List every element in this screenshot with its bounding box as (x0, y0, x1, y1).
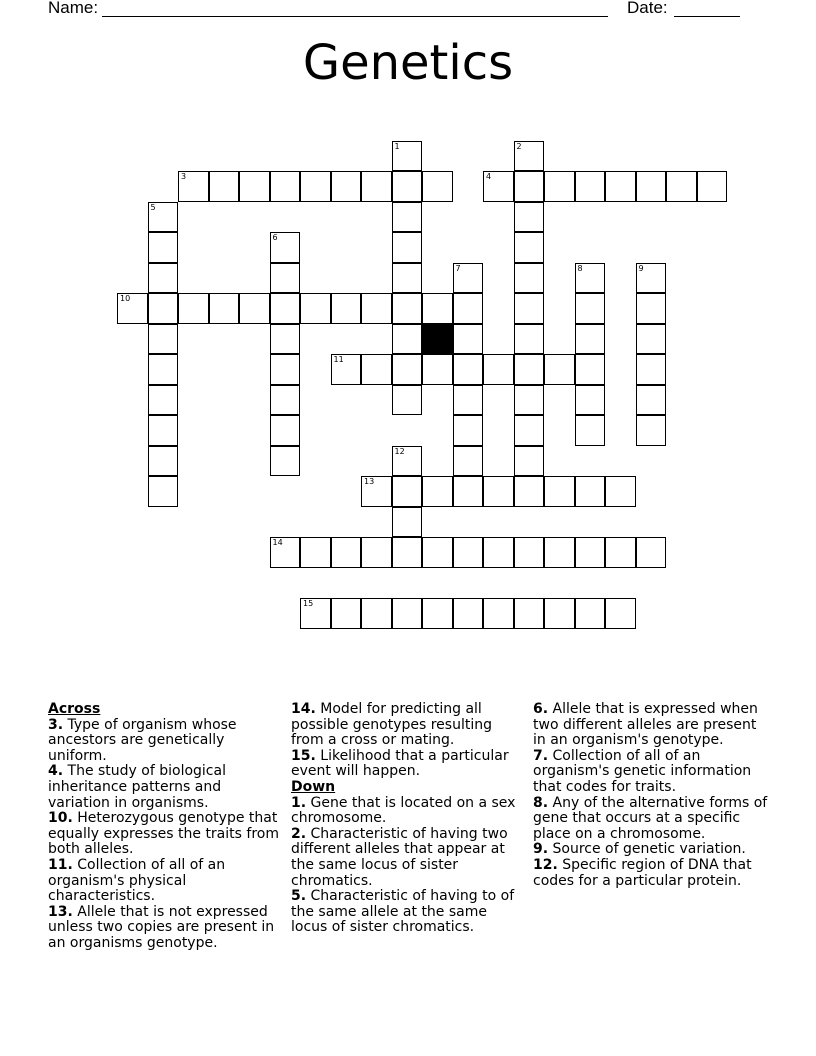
grid-cell[interactable] (392, 202, 423, 233)
grid-cell[interactable] (270, 293, 301, 324)
grid-cell[interactable] (422, 598, 453, 629)
grid-cell[interactable] (392, 293, 423, 324)
grid-cell[interactable] (575, 171, 606, 202)
black-cell (422, 324, 453, 355)
grid-cell[interactable] (605, 598, 636, 629)
grid-cell[interactable] (453, 446, 484, 477)
grid-cell[interactable] (331, 354, 362, 385)
grid-cell[interactable] (514, 324, 545, 355)
across-heading: Across (48, 701, 101, 717)
clue-down-9: 9. Source of genetic variation. (533, 841, 746, 858)
clue-down-8: 8. Any of the alternative forms of gene that occurs at a specific place on a chromosome. (533, 794, 768, 842)
grid-cell[interactable] (514, 446, 545, 477)
grid-cell[interactable] (117, 293, 148, 324)
clue-number: 11 (333, 355, 344, 364)
grid-cell[interactable] (422, 293, 453, 324)
grid-cell[interactable] (392, 476, 423, 507)
grid-cell[interactable] (209, 171, 240, 202)
grid-cell[interactable] (575, 354, 606, 385)
clue-column-2 (291, 702, 527, 936)
grid-cell[interactable] (453, 385, 484, 416)
grid-cell[interactable] (392, 141, 423, 172)
grid-cell[interactable] (575, 415, 606, 446)
grid-cell[interactable] (148, 446, 179, 477)
grid-cell[interactable] (331, 171, 362, 202)
grid-cell[interactable] (300, 598, 331, 629)
grid-cell[interactable] (148, 415, 179, 446)
grid-cell[interactable] (361, 598, 392, 629)
grid-cell[interactable] (453, 598, 484, 629)
grid-cell[interactable] (270, 385, 301, 416)
grid-cell[interactable] (331, 537, 362, 568)
grid-cell[interactable] (148, 232, 179, 263)
grid-cell[interactable] (422, 476, 453, 507)
grid-cell[interactable] (392, 446, 423, 477)
grid-cell[interactable] (575, 263, 606, 294)
grid-cell[interactable] (514, 202, 545, 233)
grid-cell[interactable] (514, 232, 545, 263)
grid-cell[interactable] (575, 476, 606, 507)
clue-across-14: 14. Model for predicting all possible genotypes resulting from a cross or mating. (291, 701, 492, 749)
grid-cell[interactable] (544, 537, 575, 568)
grid-cell[interactable] (514, 415, 545, 446)
grid-cell[interactable] (453, 537, 484, 568)
grid-cell[interactable] (209, 293, 240, 324)
page-title: Genetics (302, 35, 514, 91)
grid-cell[interactable] (422, 537, 453, 568)
grid-cell[interactable] (544, 476, 575, 507)
grid-cell[interactable] (331, 598, 362, 629)
clue-down-5: 5. Characteristic of having to of the same allele at the same locus of sister chromatics. (291, 888, 515, 936)
grid-cell[interactable] (148, 263, 179, 294)
clue-number: 15 (303, 599, 314, 608)
clue-number: 5 (150, 202, 156, 212)
grid-cell[interactable] (178, 171, 209, 202)
grid-cell[interactable] (270, 537, 301, 568)
grid-cell[interactable] (636, 385, 667, 416)
grid-cell[interactable] (514, 293, 545, 324)
grid-cell[interactable] (575, 598, 606, 629)
grid-cell[interactable] (636, 415, 667, 446)
grid-cell[interactable] (148, 476, 179, 507)
grid-cell[interactable] (514, 385, 545, 416)
grid-cell[interactable] (483, 537, 514, 568)
grid-cell[interactable] (361, 171, 392, 202)
clue-down-2: 2. Characteristic of having two different alleles that appear at the same locus of sister chromatics. (291, 825, 508, 889)
grid-cell[interactable] (422, 171, 453, 202)
clue-across-13: 13. Allele that is not expressed unless two copies are present in an organisms genotype. (48, 903, 275, 951)
grid-cell[interactable] (544, 598, 575, 629)
clue-number: 13 (364, 477, 375, 486)
grid-cell[interactable] (575, 293, 606, 324)
grid-cell[interactable] (422, 354, 453, 385)
clue-number: 3 (181, 172, 187, 181)
name-label: Name: (48, 0, 99, 17)
grid-cell[interactable] (605, 537, 636, 568)
grid-cell[interactable] (514, 598, 545, 629)
grid-cell[interactable] (483, 354, 514, 385)
grid-cell[interactable] (514, 141, 545, 172)
grid-cell[interactable] (605, 171, 636, 202)
grid-cell[interactable] (270, 446, 301, 477)
grid-cell[interactable] (270, 232, 301, 263)
grid-cell[interactable] (453, 415, 484, 446)
grid-cell[interactable] (392, 507, 423, 538)
down-heading: Down (291, 778, 336, 795)
date-label: Date: (627, 0, 668, 17)
grid-cell[interactable] (392, 354, 423, 385)
grid-cell[interactable] (270, 171, 301, 202)
grid-cell[interactable] (361, 537, 392, 568)
grid-cell[interactable] (514, 537, 545, 568)
clue-number: 9 (638, 263, 644, 273)
grid-cell[interactable] (300, 537, 331, 568)
clue-column-1 (48, 702, 284, 952)
grid-cell[interactable] (270, 415, 301, 446)
grid-cell[interactable] (148, 202, 179, 233)
grid-cell[interactable] (636, 537, 667, 568)
grid-cell[interactable] (148, 324, 179, 355)
clue-across-15: 15. Likelihood that a particular event will happen. (291, 747, 509, 780)
clue-down-6: 6. Allele that is expressed when two different alleles are present in an organism's genotype. (533, 701, 758, 749)
grid-cell[interactable] (148, 293, 179, 324)
clue-number: 4 (486, 172, 492, 181)
grid-cell[interactable] (575, 385, 606, 416)
grid-cell[interactable] (514, 354, 545, 385)
grid-cell[interactable] (392, 263, 423, 294)
grid-cell[interactable] (178, 293, 209, 324)
grid-cell[interactable] (361, 476, 392, 507)
grid-cell[interactable] (544, 171, 575, 202)
grid-cell[interactable] (392, 232, 423, 263)
grid-cell[interactable] (575, 537, 606, 568)
clue-across-4: 4. The study of biological inheritance patterns and variation in organisms. (48, 763, 226, 811)
grid-cell[interactable] (483, 598, 514, 629)
clue-number: 14 (272, 538, 283, 547)
grid-cell[interactable] (636, 293, 667, 324)
grid-cell[interactable] (483, 171, 514, 202)
grid-cell[interactable] (514, 476, 545, 507)
grid-cell[interactable] (392, 324, 423, 355)
clue-across-3: 3. Type of organism whose ancestors are genetically uniform. (48, 716, 237, 764)
grid-cell[interactable] (453, 324, 484, 355)
grid-cell[interactable] (331, 293, 362, 324)
grid-cell[interactable] (453, 263, 484, 294)
grid-cell[interactable] (544, 354, 575, 385)
clue-number: 6 (272, 233, 278, 242)
grid-cell[interactable] (270, 263, 301, 294)
grid-cell[interactable] (483, 476, 514, 507)
grid-cell[interactable] (361, 293, 392, 324)
grid-cell[interactable] (392, 537, 423, 568)
grid-cell[interactable] (666, 171, 697, 202)
grid-cell[interactable] (392, 171, 423, 202)
clue-down-7: 7. Collection of all of an organism's genetic information that codes for traits. (533, 747, 752, 795)
grid-cell[interactable] (392, 598, 423, 629)
grid-cell[interactable] (453, 293, 484, 324)
clue-number: 7 (455, 263, 461, 273)
grid-cell[interactable] (453, 354, 484, 385)
clue-across-11: 11. Collection of all of an organism's physical characteristics. (48, 856, 226, 905)
grid-cell[interactable] (636, 354, 667, 385)
grid-cell[interactable] (239, 293, 270, 324)
grid-cell[interactable] (300, 171, 331, 202)
clue-across-10: 10. Heterozygous genotype that equally expresses the traits from both alleles. (48, 810, 279, 858)
grid-cell[interactable] (514, 263, 545, 294)
grid-cell[interactable] (636, 171, 667, 202)
grid-cell[interactable] (392, 385, 423, 416)
grid-cell[interactable] (239, 171, 270, 202)
clue-number: 8 (577, 263, 583, 273)
grid-cell[interactable] (697, 171, 728, 202)
clue-number: 1 (394, 141, 400, 151)
clue-number: 12 (394, 446, 405, 456)
grid-cell[interactable] (270, 354, 301, 385)
grid-cell[interactable] (300, 293, 331, 324)
grid-cell[interactable] (148, 385, 179, 416)
clue-down-1: 1. Gene that is located on a sex chromosome. (291, 794, 516, 827)
grid-cell[interactable] (636, 324, 667, 355)
clue-number: 10 (120, 294, 131, 303)
grid-cell[interactable] (575, 324, 606, 355)
clue-column-3 (533, 702, 769, 889)
grid-cell[interactable] (636, 263, 667, 294)
grid-cell[interactable] (148, 354, 179, 385)
grid-cell[interactable] (453, 476, 484, 507)
grid-cell[interactable] (514, 171, 545, 202)
clue-down-12: 12. Specific region of DNA that codes for a particular protein. (533, 856, 752, 889)
grid-cell[interactable] (361, 354, 392, 385)
grid-cell[interactable] (270, 324, 301, 355)
grid-cell[interactable] (605, 476, 636, 507)
clue-number: 2 (516, 141, 522, 151)
